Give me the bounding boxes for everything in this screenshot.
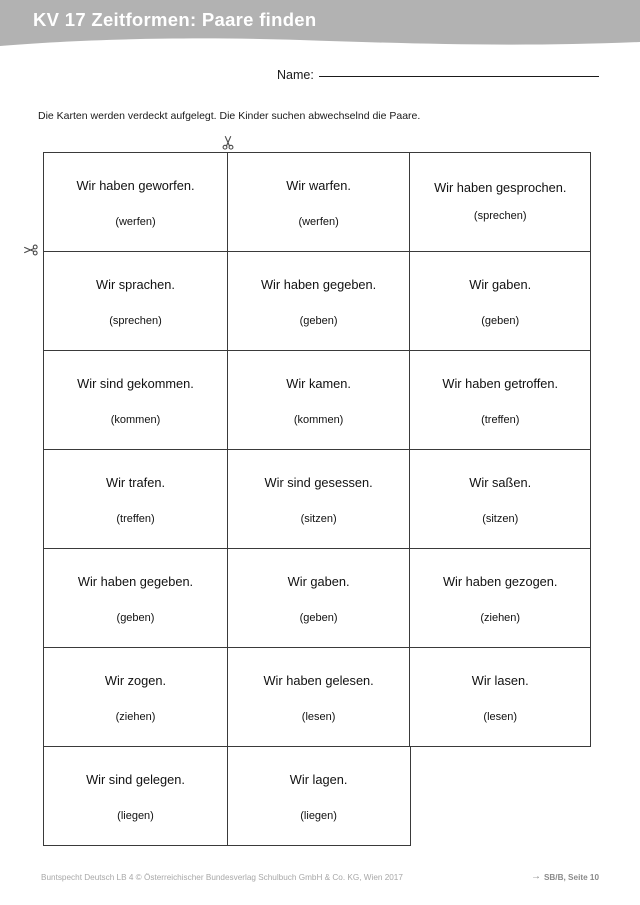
card-cell[interactable] — [43, 548, 228, 648]
card-cell-empty — [409, 746, 591, 846]
card-cell[interactable] — [227, 350, 411, 450]
card-cell[interactable] — [409, 350, 591, 450]
card-infinitive: (liegen) — [300, 810, 337, 823]
card-sentence: Wir haben gegeben. — [260, 277, 377, 292]
card-row — [43, 152, 594, 251]
card-sentence: Wir sprachen. — [96, 277, 175, 292]
card-infinitive: (sprechen) — [109, 315, 162, 328]
card-sentence: Wir haben geworfen. — [76, 178, 195, 193]
arrow-right-icon: → — [530, 871, 541, 882]
card-sentence: Wir lagen. — [289, 772, 348, 787]
card-infinitive: (ziehen) — [115, 711, 156, 724]
card-cell[interactable] — [43, 449, 228, 549]
card-sentence: Wir sind gelegen. — [86, 772, 185, 787]
card-infinitive: (liegen) — [117, 810, 154, 823]
card-sentence: Wir haben gelesen. — [263, 673, 374, 688]
footer — [41, 872, 599, 882]
card-sentence: Wir haben getroffen. — [442, 376, 559, 391]
name-label: Name: — [277, 68, 314, 82]
scissors-icon — [219, 134, 237, 152]
name-field[interactable] — [277, 68, 599, 82]
card-cell[interactable] — [227, 449, 411, 549]
card-cell[interactable] — [43, 350, 228, 450]
card-infinitive: (sitzen) — [482, 513, 519, 526]
card-row — [43, 350, 594, 449]
card-cell[interactable] — [227, 647, 411, 747]
card-infinitive: (sprechen) — [473, 210, 527, 223]
footer-reference-label: SB/B, Seite 10 — [543, 872, 599, 882]
card-cell[interactable] — [43, 251, 228, 351]
card-row — [43, 251, 594, 350]
card-sentence: Wir haben gezogen. — [442, 574, 558, 589]
card-cell[interactable] — [409, 251, 591, 351]
card-sentence: Wir kamen. — [286, 376, 351, 391]
footer-reference — [531, 872, 599, 882]
footer-credit: Buntspecht Deutsch LB 4 © Österreichischer Bundesverlag Schulbuch GmbH & Co. KG, Wien 2017 — [41, 872, 403, 882]
card-infinitive: (treffen) — [481, 414, 520, 427]
card-infinitive: (geben) — [299, 315, 338, 328]
card-cell[interactable] — [409, 152, 591, 252]
card-sentence: Wir lasen. — [471, 673, 529, 688]
card-infinitive: (kommen) — [110, 414, 161, 427]
card-row — [43, 746, 594, 845]
card-sentence: Wir sind gekommen. — [77, 376, 194, 391]
card-infinitive: (werfen) — [115, 216, 156, 229]
card-infinitive: (geben) — [481, 315, 520, 328]
card-infinitive: (werfen) — [298, 216, 339, 229]
card-infinitive: (geben) — [116, 612, 155, 625]
card-sentence: Wir gaben. — [469, 277, 532, 292]
card-infinitive: (kommen) — [293, 414, 344, 427]
card-row — [43, 548, 594, 647]
card-sentence: Wir gaben. — [287, 574, 350, 589]
card-cell[interactable] — [43, 152, 228, 252]
card-sentence: Wir zogen. — [104, 673, 167, 688]
card-row — [43, 449, 594, 548]
card-infinitive: (treffen) — [116, 513, 155, 526]
card-cell[interactable] — [43, 647, 228, 747]
card-sentence: Wir haben gegeben. — [77, 574, 194, 589]
card-infinitive: (lesen) — [301, 711, 336, 724]
card-cell[interactable] — [227, 548, 411, 648]
card-sentence: Wir warfen. — [286, 178, 351, 193]
instruction-text: Die Karten werden verdeckt aufgelegt. Die Kinder suchen abwechselnd die Paare. — [38, 110, 421, 122]
card-cell[interactable] — [409, 647, 591, 747]
card-cell[interactable] — [227, 152, 411, 252]
card-sentence: Wir trafen. — [105, 475, 166, 490]
card-row — [43, 647, 594, 746]
card-grid — [43, 152, 594, 845]
name-write-line[interactable] — [319, 76, 599, 77]
scissors-icon — [22, 241, 40, 259]
card-infinitive: (sitzen) — [300, 513, 337, 526]
card-sentence: Wir haben gesprochen. — [434, 180, 567, 195]
card-cell[interactable] — [43, 746, 228, 846]
card-infinitive: (geben) — [299, 612, 338, 625]
card-cell[interactable] — [227, 251, 411, 351]
card-cell[interactable] — [409, 548, 591, 648]
card-sentence: Wir saßen. — [469, 475, 532, 490]
card-cell[interactable] — [409, 449, 591, 549]
card-infinitive: (lesen) — [483, 711, 518, 724]
card-cell[interactable] — [227, 746, 411, 846]
card-infinitive: (ziehen) — [480, 612, 521, 625]
page-title: KV 17 Zeitformen: Paare finden — [33, 9, 317, 30]
card-sentence: Wir sind gesessen. — [264, 475, 373, 490]
